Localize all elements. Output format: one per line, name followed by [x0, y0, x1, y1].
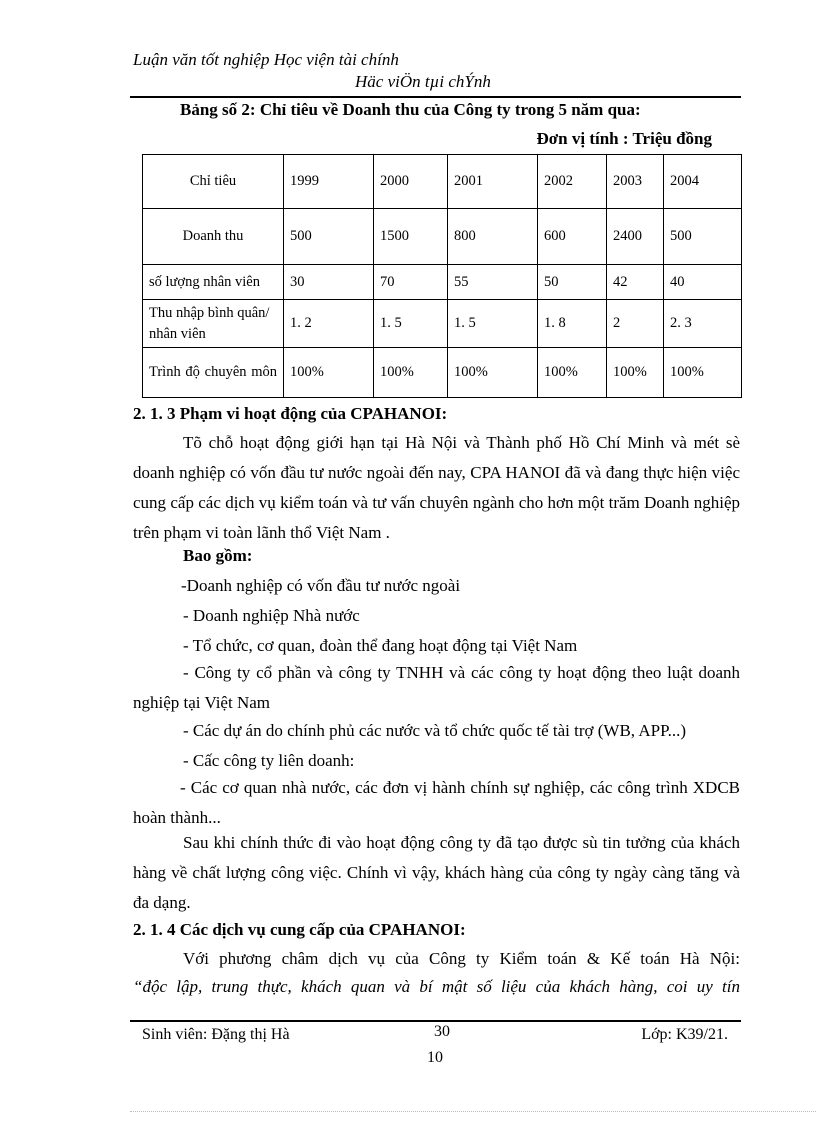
footer-student: Sinh viên: Đặng thị Hà	[142, 1026, 290, 1043]
table-unit: Đơn vị tính : Triệu đồng	[536, 129, 712, 148]
table-cell: 2400	[607, 209, 664, 265]
header-rule	[130, 96, 741, 98]
table-cell: 30	[284, 265, 374, 300]
table-cell: 1500	[374, 209, 448, 265]
table-cell: 100%	[374, 348, 448, 398]
list-item: - Công ty cổ phần và công ty TNHH và các công ty hoạt động theo luật doanh nghiệp tại Việt Nam	[133, 663, 740, 712]
page-edge	[130, 1111, 816, 1112]
table-cell: 1. 5	[374, 300, 448, 348]
table-cell: 70	[374, 265, 448, 300]
table-cell: 100%	[538, 348, 607, 398]
row-label: Thu nhập bình quân/ nhân viên	[143, 300, 284, 348]
list-item: - Các dự án do chính phủ các nước và tổ chức quốc tế tài trợ (WB, APP...)	[183, 721, 687, 740]
table-cell: 55	[448, 265, 538, 300]
footer-class: Lớp: K39/21.	[641, 1026, 728, 1043]
table-cell: 800	[448, 209, 538, 265]
scope-paragraph: Tõ chỗ hoạt động giới hạn tại Hà Nội và Thành phố Hồ Chí Minh và mét sè doanh nghiệp có vốn đầu tư nước ngoài đến nay, CPA HANOI đã và đang thực hiện việc cung cấp các dịch vụ kiểm toán và tư vấn chuyên ngành cho hơn một trăm Doanh nghiệp trên phạm vi toàn lãnh thổ Việt Nam .	[133, 433, 740, 542]
header-cell: 2001	[448, 155, 538, 209]
row-label: số lượng nhân viên	[143, 265, 284, 300]
motto-intro: Với phương châm dịch vụ của Công ty Kiểm toán & Kế toán Hà Nội:	[183, 949, 740, 968]
table-row	[143, 348, 742, 398]
running-header: Luận văn tốt nghiệp Học viện tài chính	[133, 50, 399, 69]
table-cell: 500	[664, 209, 742, 265]
table-header-row	[143, 155, 742, 209]
table-cell: 1. 2	[284, 300, 374, 348]
running-header-garbled: Häc viÖn tµi chÝnh	[355, 72, 491, 91]
footer-page-number: 30	[434, 1023, 450, 1040]
list-item: -Doanh nghiệp có vốn đầu tư nước ngoài	[181, 576, 461, 595]
table-cell: 50	[538, 265, 607, 300]
revenue-table	[142, 154, 742, 398]
table-cell: 1. 8	[538, 300, 607, 348]
table-cell: 100%	[448, 348, 538, 398]
header-cell: 2004	[664, 155, 742, 209]
table-title: Bảng số 2: Chỉ tiêu về Doanh thu của Công ty trong 5 năm qua:	[180, 100, 641, 119]
table-cell: 2	[607, 300, 664, 348]
motto-quote: “độc lập, trung thực, khách quan và bí mật số liệu của khách hàng, coi uy tín	[133, 977, 740, 996]
footer-rule	[130, 1020, 741, 1022]
footer-page-number-2: 10	[427, 1049, 443, 1066]
list-item: - Cấc công ty liên doanh:	[183, 751, 355, 770]
header-cell: 2003	[607, 155, 664, 209]
table-row	[143, 300, 742, 348]
row-label: Trình độ chuyên môn	[143, 348, 284, 398]
table-cell: 500	[284, 209, 374, 265]
header-cell: 2000	[374, 155, 448, 209]
table-cell: 100%	[284, 348, 374, 398]
table-row	[143, 265, 742, 300]
table-cell: 100%	[664, 348, 742, 398]
header-cell: 2002	[538, 155, 607, 209]
section-heading-213: 2. 1. 3 Phạm vi hoạt động của CPAHANOI:	[133, 404, 448, 423]
table-cell: 600	[538, 209, 607, 265]
section-heading-214: 2. 1. 4 Các dịch vụ cung cấp của CPAHANOI:	[133, 920, 466, 939]
table-cell: 40	[664, 265, 742, 300]
table-cell: 2. 3	[664, 300, 742, 348]
table-cell: 42	[607, 265, 664, 300]
header-cell: Chỉ tiêu	[143, 155, 284, 209]
list-item: - Tổ chức, cơ quan, đoàn thể đang hoạt động tại Việt Nam	[183, 636, 578, 655]
trust-paragraph: Sau khi chính thức đi vào hoạt động công ty đã tạo được sù tin tưởng của khách hàng về chất lượng công việc. Chính vì vậy, khách hàng của công ty ngày càng tăng và đa dạng.	[133, 833, 740, 912]
table-row	[143, 209, 742, 265]
table-cell: 100%	[607, 348, 664, 398]
list-item: - Doanh nghiệp Nhà nước	[183, 606, 360, 625]
bao-gom-label: Bao gồm:	[183, 546, 253, 565]
header-cell: 1999	[284, 155, 374, 209]
row-label: Doanh thu	[143, 209, 284, 265]
list-item: - Các cơ quan nhà nước, các đơn vị hành chính sự nghiệp, các công trình XDCB hoàn thành...	[133, 778, 740, 827]
table-cell: 1. 5	[448, 300, 538, 348]
